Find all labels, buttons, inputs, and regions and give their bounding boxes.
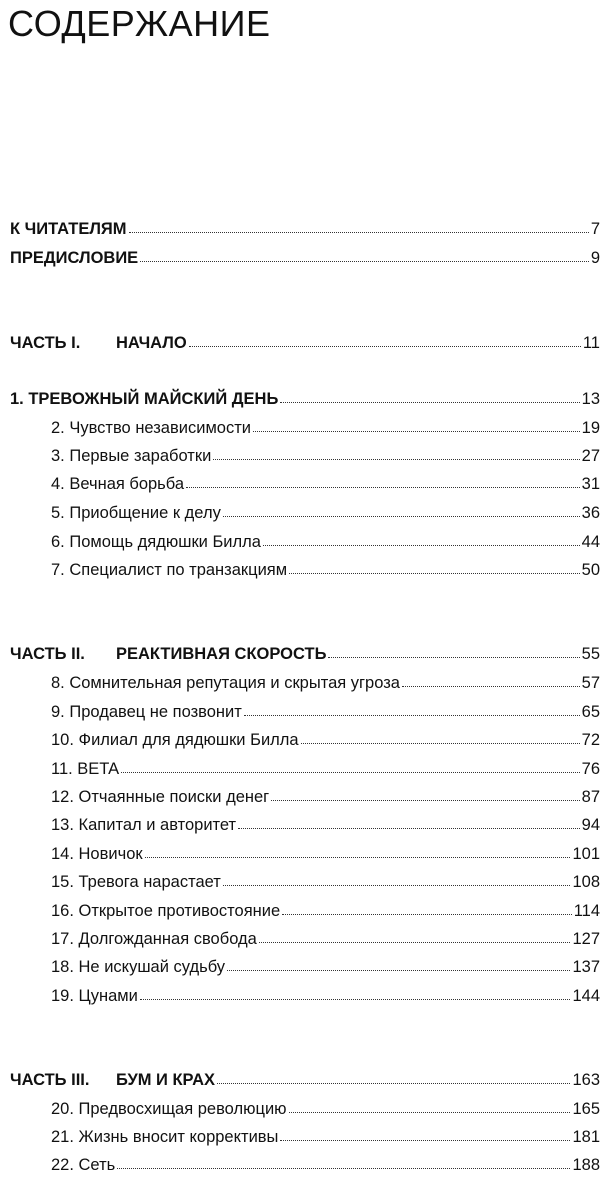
dot-leader: [121, 770, 579, 773]
toc-entry[interactable]: [51, 813, 600, 837]
toc-entry[interactable]: [51, 870, 600, 894]
toc-entry-title: 16. Открытое противостояние: [51, 902, 281, 920]
dot-leader: [140, 259, 589, 262]
toc-entry-page: 101: [572, 845, 600, 863]
toc-entry-title: 7. Специалист по транзакциям: [51, 561, 288, 579]
toc-entry-page: 36: [581, 504, 600, 522]
toc-entry[interactable]: [51, 700, 600, 724]
toc-entry-page: 94: [581, 816, 600, 834]
dot-leader: [238, 826, 580, 829]
toc-entry-page: 137: [572, 958, 600, 976]
toc-entry[interactable]: [51, 444, 600, 468]
toc-entry[interactable]: [51, 984, 600, 1008]
dot-leader: [282, 912, 572, 915]
toc-part-heading[interactable]: [10, 1068, 600, 1092]
toc-entry-page: 50: [581, 561, 600, 579]
part-title: НАЧАЛО: [116, 334, 187, 352]
dot-leader: [145, 855, 571, 858]
toc-entry-page: 13: [581, 390, 600, 408]
toc-entry-page: 11: [582, 334, 600, 352]
toc-entry[interactable]: [51, 899, 600, 923]
toc-entry-title: 19. Цунами: [51, 987, 138, 1005]
toc-entry-title: 1. ТРЕВОЖНЫЙ МАЙСКИЙ ДЕНЬ: [10, 390, 279, 408]
toc-entry-title: 5. Приобщение к делу: [51, 504, 221, 522]
toc-entry-title: 4. Вечная борьба: [51, 475, 185, 493]
dot-leader: [328, 655, 579, 658]
toc-entry[interactable]: [51, 671, 600, 695]
toc-part-heading[interactable]: [10, 642, 600, 666]
toc-entry[interactable]: [51, 416, 600, 440]
toc-entry-page: 87: [581, 788, 600, 806]
toc-entry-page: 181: [572, 1128, 600, 1146]
toc-entry-title: 20. Предвосхищая революцию: [51, 1100, 287, 1118]
toc-entry[interactable]: [10, 246, 600, 270]
dot-leader: [253, 429, 580, 432]
toc-entry-title: 15. Тревога нарастает: [51, 873, 221, 891]
toc-entry-page: 44: [581, 533, 600, 551]
toc-entry-page: 9: [590, 249, 600, 267]
toc-entry-page: 76: [581, 760, 600, 778]
toc-entry[interactable]: [51, 785, 600, 809]
part-title: БУМ И КРАХ: [116, 1071, 216, 1089]
toc-entry-page: 57: [581, 674, 600, 692]
toc-entry-page: 65: [581, 703, 600, 721]
dot-leader: [223, 514, 580, 517]
dot-leader: [280, 400, 579, 403]
toc-entry[interactable]: [51, 1125, 600, 1149]
dot-leader: [189, 344, 581, 347]
toc-entry-title: 17. Долгожданная свобода: [51, 930, 257, 948]
toc-entry-page: 127: [572, 930, 600, 948]
dot-leader: [217, 1081, 570, 1084]
toc-entry[interactable]: [51, 927, 600, 951]
toc-entry-page: 72: [581, 731, 600, 749]
toc-entry-title: К ЧИТАТЕЛЯМ: [10, 220, 127, 238]
toc-entry-page: 27: [581, 447, 600, 465]
dot-leader: [259, 940, 571, 943]
toc-entry-page: 19: [581, 419, 600, 437]
toc-entry-title: 8. Сомнительная репутация и скрытая угроза: [51, 674, 400, 692]
dot-leader: [263, 543, 580, 546]
part-label: ЧАСТЬ III.: [10, 1071, 90, 1089]
toc-entry-page: 55: [581, 645, 600, 663]
toc-entry[interactable]: [51, 558, 600, 582]
part-title: РЕАКТИВНАЯ СКОРОСТЬ: [116, 645, 327, 663]
toc-entry-page: 114: [573, 902, 600, 920]
dot-leader: [402, 684, 580, 687]
page-title: СОДЕРЖАНИЕ: [8, 3, 271, 44]
dot-leader: [227, 968, 570, 971]
toc-entry[interactable]: [51, 955, 600, 979]
toc-entry-title: 14. Новичок: [51, 845, 143, 863]
toc-entry[interactable]: [51, 1153, 600, 1177]
toc-entry[interactable]: [51, 501, 600, 525]
dot-leader: [140, 997, 571, 1000]
dot-leader: [289, 571, 580, 574]
dot-leader: [244, 713, 580, 716]
dot-leader: [186, 485, 580, 488]
toc-entry-title: 12. Отчаянные поиски денег: [51, 788, 270, 806]
toc-entry-page: 188: [572, 1156, 600, 1174]
toc-entry[interactable]: [51, 1097, 600, 1121]
part-label: ЧАСТЬ I.: [10, 334, 81, 352]
dot-leader: [129, 230, 589, 233]
dot-leader: [301, 741, 580, 744]
toc-entry-title: 6. Помощь дядюшки Билла: [51, 533, 261, 551]
toc-entry-title: 13. Капитал и авторитет: [51, 816, 237, 834]
toc-entry-page: 31: [581, 475, 600, 493]
toc-entry[interactable]: [51, 842, 600, 866]
toc-entry-title: 2. Чувство независимости: [51, 419, 251, 437]
dot-leader: [280, 1138, 570, 1141]
part-label: ЧАСТЬ II.: [10, 645, 85, 663]
toc-entry-page: 163: [572, 1071, 600, 1089]
toc-entry-page: 165: [572, 1100, 600, 1118]
toc-entry[interactable]: [51, 728, 600, 752]
toc-entry-title: 11. BETA: [51, 760, 120, 778]
toc-entry-title: 10. Филиал для дядюшки Билла: [51, 731, 299, 749]
toc-entry[interactable]: [51, 530, 600, 554]
dot-leader: [289, 1110, 571, 1113]
toc-entry-title: 9. Продавец не позвонит: [51, 703, 242, 721]
toc-entry-page: 108: [572, 873, 600, 891]
dot-leader: [117, 1166, 570, 1169]
toc-part-heading[interactable]: [10, 331, 600, 355]
toc-entry-title: ПРЕДИСЛОВИЕ: [10, 249, 139, 267]
toc-entry-title: 21. Жизнь вносит коррективы: [51, 1128, 279, 1146]
toc-entry[interactable]: [10, 387, 600, 411]
dot-leader: [223, 883, 571, 886]
dot-leader: [213, 457, 579, 460]
toc-entry[interactable]: [51, 472, 600, 496]
toc-entry-page: 144: [572, 987, 600, 1005]
toc-entry-page: 7: [590, 220, 600, 238]
toc-entry-title: 3. Первые заработки: [51, 447, 212, 465]
dot-leader: [271, 798, 579, 801]
toc-entry[interactable]: [51, 757, 600, 781]
toc-entry[interactable]: [10, 217, 600, 241]
toc-entry-title: 22. Сеть: [51, 1156, 116, 1174]
toc-entry-title: 18. Не искушай судьбу: [51, 958, 226, 976]
